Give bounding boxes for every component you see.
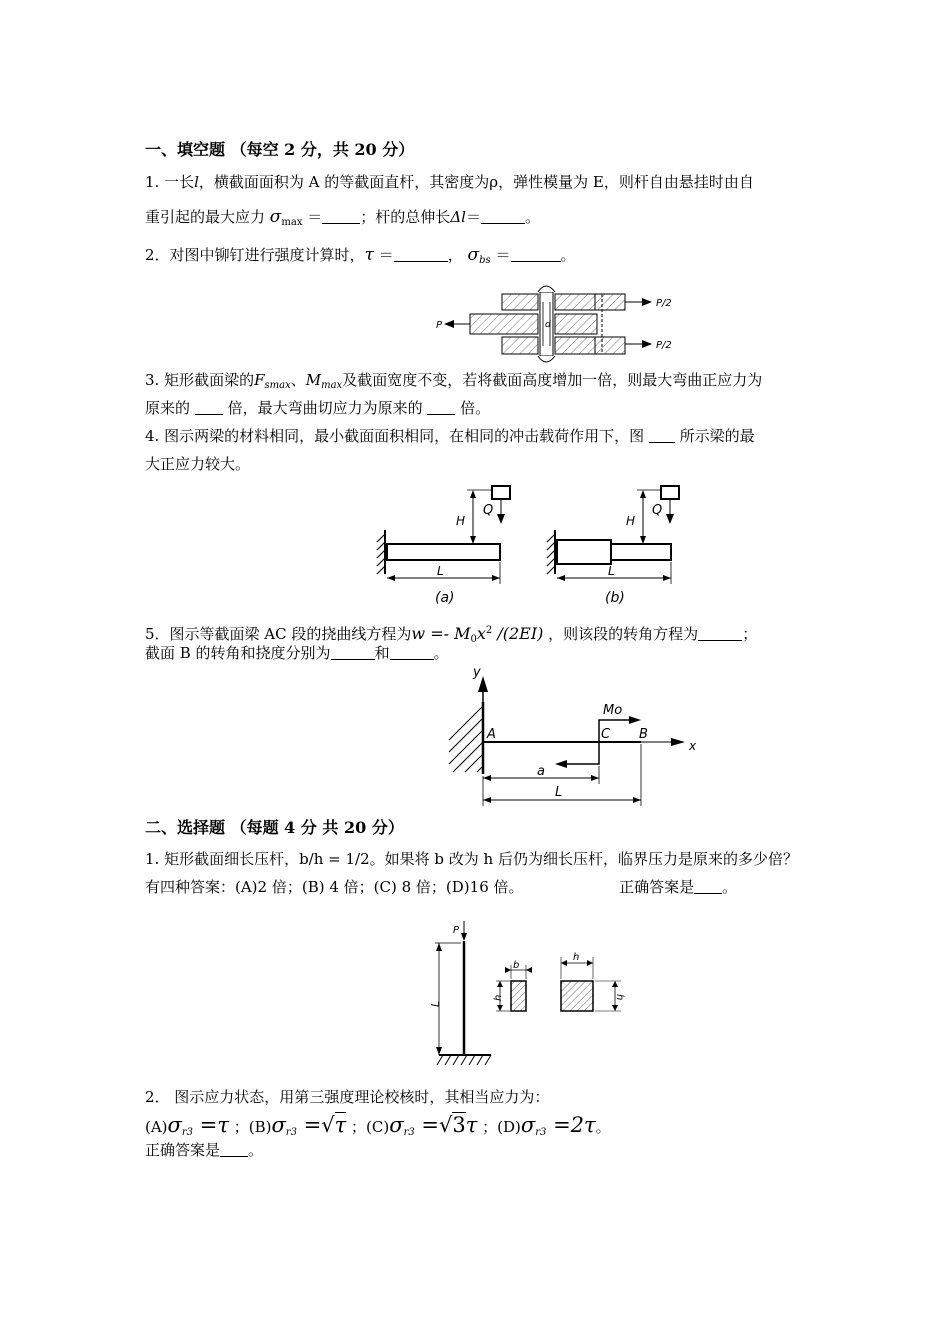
q2-line: 2．对图中铆钉进行强度计算时，τ ＝ ， $\sigma_{bs}$ ＝ 。 [145, 245, 576, 266]
s2q2-answer: 正确答案是 。 [145, 1141, 264, 1159]
q1-line1: 1. 一长l，横截面面积为 A 的等截面直杆，其密度为ρ，弹性模量为 E，则杆自由悬挂时由自 [145, 173, 754, 191]
blank[interactable] [331, 645, 375, 660]
width-label: b [513, 960, 520, 971]
s2q2-line1: 2． 图示应力状态，用第三强度理论校核时，其相当应力为： [145, 1088, 550, 1106]
s2q1-line1: 1. 矩形截面细长压杆，b/h = 1/2。如果将 b 改为 h 后仍为细长压杆，临界压力是原来的多少倍？ [145, 850, 798, 868]
blank[interactable] [427, 400, 455, 415]
force-label: P [436, 320, 443, 331]
blank[interactable] [394, 247, 448, 262]
blank[interactable] [322, 209, 360, 224]
impact-beams-figure [355, 482, 700, 610]
blank[interactable] [694, 879, 722, 894]
blank[interactable] [698, 626, 742, 641]
q4-line1: 4. 图示两梁的材料相同，最小截面面积相同，在相同的冲击载荷作用下，图 所示梁的最 [145, 427, 755, 445]
caption-b: (b) [605, 590, 625, 606]
section2-heading: 二、选择题 （每题 4 分 共 20 分） [145, 818, 404, 837]
side-label: h [573, 952, 580, 963]
rivet-figure [430, 282, 690, 366]
l-dimension-label: L [555, 785, 563, 800]
force-label: P/2 [656, 340, 672, 351]
blank[interactable] [649, 428, 675, 443]
height-label: H [626, 514, 636, 528]
blank[interactable] [390, 645, 434, 660]
q5-line1: 5．图示等截面梁 AC 段的挠曲线方程为$w =- M_0x^2$ /(2EI) ，则该段的转角方程为 ； [145, 624, 758, 645]
height-label: H [456, 514, 466, 528]
side-label: h [614, 994, 625, 1001]
q3-line1: 3. 矩形截面梁的$F_{smax}$、$M_{max}$及截面宽度不变，若将截面高度增加一倍，则最大弯曲正应力为 [145, 371, 763, 391]
length-label: L [437, 564, 444, 578]
blank[interactable] [511, 247, 561, 262]
q5-line2: 截面 B 的转角和挠度分别为 和 。 [145, 644, 449, 662]
x-axis-label: x [689, 739, 697, 753]
height-label: h [493, 994, 504, 1001]
s2q2-options: $(A)\sigma_{r3} =\tau$ ；$(B)\sigma_{r3} =√\tau$ ；$(C)\sigma_{r3} =√3\tau$ ；$(D)\sigma_{r3} =2\tau$。 [145, 1113, 611, 1138]
diameter-label: d [545, 320, 551, 330]
point-b-label: B [639, 727, 648, 742]
q4-line2: 大正应力较大。 [145, 455, 251, 473]
load-label: Q [483, 503, 494, 518]
caption-a: (a) [435, 590, 455, 606]
a-dimension-label: a [537, 764, 545, 779]
column-figure [425, 915, 640, 1077]
point-c-label: C [601, 727, 611, 742]
force-label: P [453, 925, 460, 936]
y-axis-label: y [473, 665, 481, 680]
moment-label: Mo [603, 703, 623, 718]
q1-line2: 重引起的最大应力 $\sigma_{max}$ ＝ ；杆的总伸长Δl＝ 。 [145, 207, 540, 228]
s2q1-line2: 有四种答案：(A)2 倍；(B) 4 倍；(C) 8 倍；(D)16 倍。 正确答案是 。 [145, 878, 738, 896]
blank[interactable] [481, 209, 525, 224]
point-a-label: A [487, 727, 496, 742]
blank[interactable] [220, 1142, 248, 1157]
blank[interactable] [195, 400, 223, 415]
column-length-label: L [429, 1000, 442, 1007]
length-label: L [608, 564, 615, 578]
q3-line2: 原来的 倍，最大弯曲切应力为原来的 倍。 [145, 399, 491, 417]
force-label: P/2 [656, 298, 672, 309]
load-label: Q [652, 503, 663, 518]
cantilever-moment-figure [445, 662, 705, 812]
section1-heading: 一、填空题 （每空 2 分，共 20 分） [145, 140, 415, 159]
